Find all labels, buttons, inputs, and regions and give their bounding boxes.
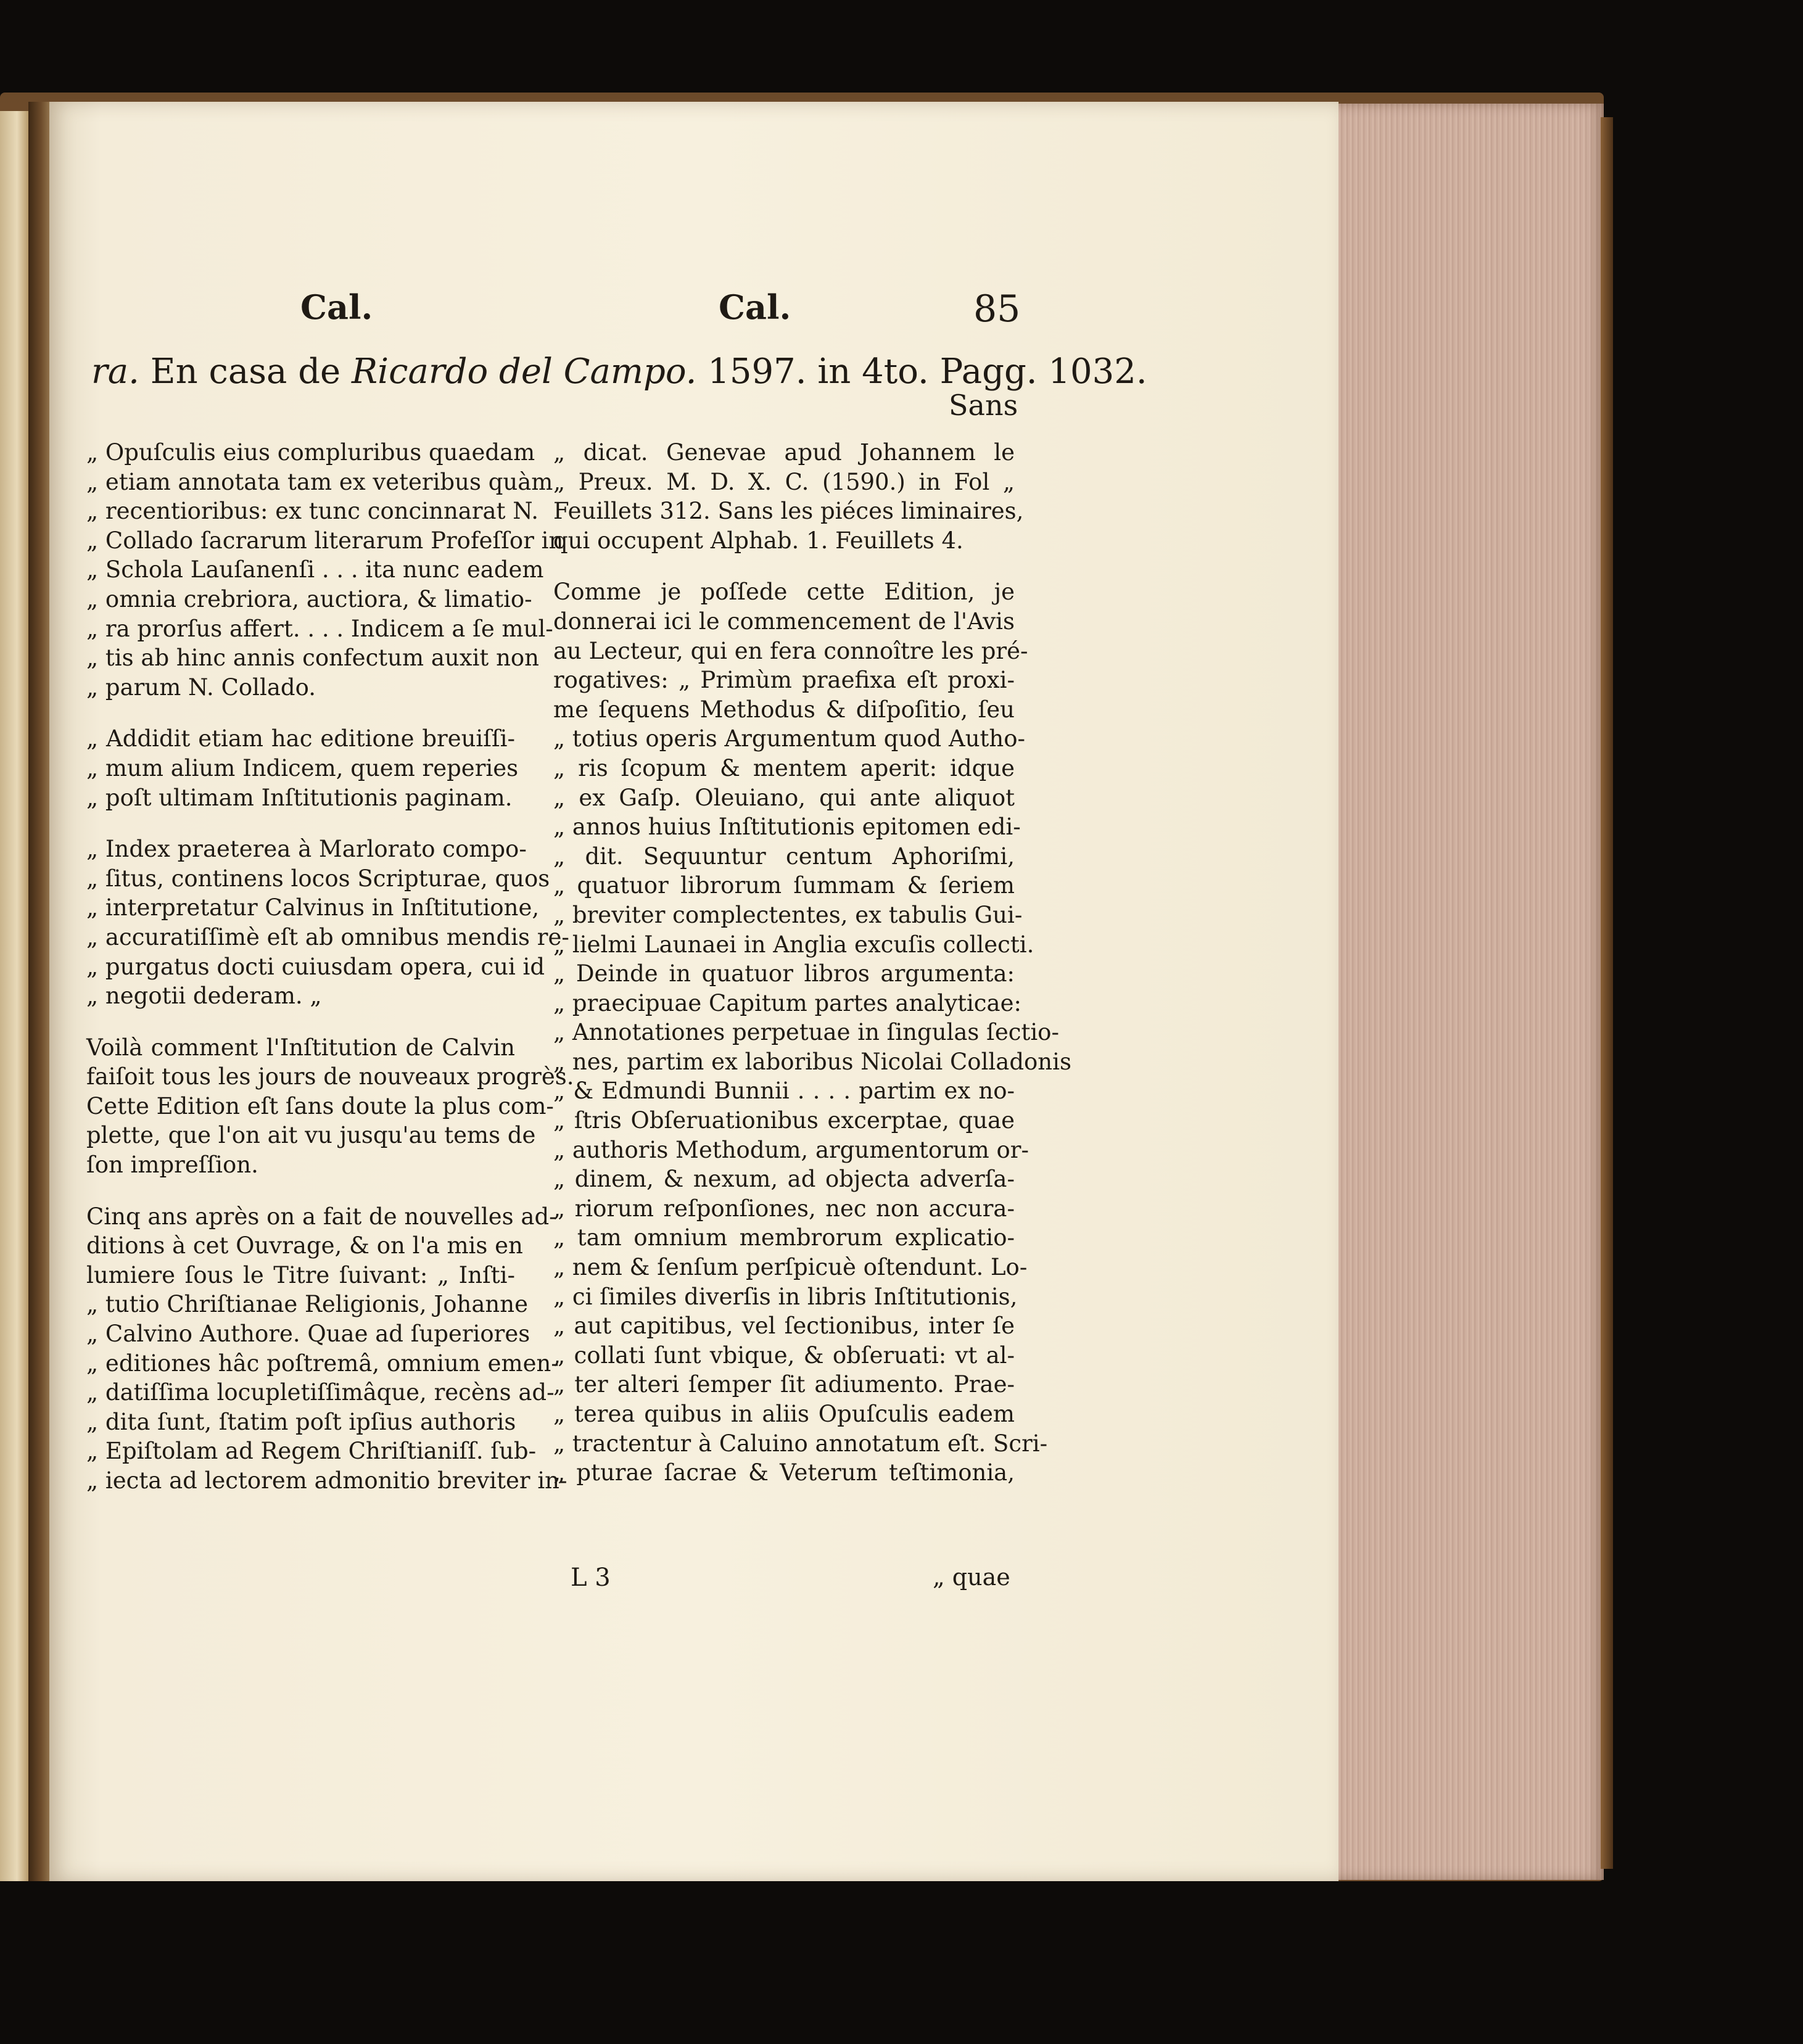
board-edge <box>1601 117 1613 1869</box>
text-line: „ breviter complectentes, ex tabulis Gui- <box>553 901 1023 928</box>
text-line: „ ris ſcopum & mentem aperit: idque <box>553 754 1015 781</box>
text-line: „ dit. Sequuntur centum Aphoriſmi, <box>553 843 1015 870</box>
text-line: au Lecteur, qui en fera connoître les pré- <box>553 637 1028 664</box>
text-line: „ nes, partim ex laboribus Nicolai Colladonis <box>553 1048 1071 1075</box>
text-line: „ lielmi Launaei in Anglia excuſis collecti. <box>553 931 1034 958</box>
facing-page-edge <box>0 111 28 1881</box>
text-line: me ſequens Methodus & diſpoſitio, ſeu <box>553 696 1015 723</box>
text-line: „ Index praeterea à Marlorato compo- <box>86 836 527 863</box>
paragraph-gap <box>86 702 515 724</box>
text-line: rogatives: „ Primùm praefixa eſt proxi- <box>553 667 1015 694</box>
sans-word: Sans <box>949 389 1018 422</box>
text-line: „ recentioribus: ex tunc concinnarat N. <box>86 498 538 525</box>
text-line: „ ex Gaſp. Oleuiano, qui ante aliquot <box>553 784 1015 811</box>
text-line: Voilà comment l'Inſtitution de Calvin <box>86 1034 515 1061</box>
text-line: Feuillets 312. Sans les piéces liminaires, <box>553 498 1024 525</box>
running-head-left: Cal. <box>300 287 373 327</box>
text-line: plette, que l'on ait vu jusqu'au tems de <box>86 1122 536 1149</box>
text-line: „ negotii dederam. „ <box>86 983 322 1010</box>
paragraph-gap <box>86 1011 515 1033</box>
text-line: „ iecta ad lectorem admonitio breviter in- <box>86 1467 567 1494</box>
text-line: „ omnia crebriora, auctiora, & limatio- <box>86 585 532 612</box>
text-line: „ ſtris Obſeruationibus excerptae, quae <box>553 1107 1015 1134</box>
text-line: „ ſitus, continens locos Scripturae, quos <box>86 865 550 892</box>
text-line: „ Collado ſacrarum literarum Profeſſor in <box>86 527 564 554</box>
text-line: „ authoris Methodum, argumentorum or- <box>553 1136 1029 1163</box>
text-line: „ pturae ſacrae & Veterum teſtimonia, <box>553 1459 1015 1486</box>
entry-line <box>91 352 1147 392</box>
paragraph-gap <box>86 1180 515 1202</box>
text-line: „ terea quibus in aliis Opuſculis eadem <box>553 1401 1015 1427</box>
text-line: „ dinem, & nexum, ad objecta adverſa- <box>553 1166 1015 1193</box>
text-line: ſon impreſſion. <box>86 1152 258 1179</box>
text-line: „ totius operis Argumentum quod Autho- <box>553 725 1026 752</box>
text-line: „ mum alium Indicem, quem reperies <box>86 754 519 781</box>
text-line: „ parum N. Collado. <box>86 674 316 701</box>
text-line: „ Schola Lauſanenſi . . . ita nunc eadem <box>86 556 544 583</box>
entry-printer-name: Ricardo del Campo. <box>352 352 697 392</box>
text-line: „ ra prorſus affert. . . . Indicem a ſe mul- <box>86 615 553 642</box>
text-line: „ ter alteri ſemper ſit adiumento. Prae- <box>553 1371 1015 1398</box>
text-line: „ praecipuae Capitum partes analyticae: <box>553 989 1021 1016</box>
text-line: „ Addidit etiam hac editione breuiſſi- <box>86 725 515 752</box>
text-line: „ tutio Chriſtianae Religionis, Johanne <box>86 1291 528 1318</box>
text-line: faiſoit tous les jours de nouveaux progrès. <box>86 1063 574 1090</box>
text-line: „ purgatus docti cuiusdam opera, cui id <box>86 953 545 980</box>
text-line: „ aut capitibus, vel ſectionibus, inter ſe <box>553 1313 1015 1340</box>
text-line: „ Preux. M. D. X. C. (1590.) in Fol „ <box>553 468 1015 495</box>
text-line: „ accuratiſſimè eſt ab omnibus mendis re- <box>86 923 569 950</box>
text-line: „ riorum reſponſiones, nec non accura- <box>553 1195 1015 1222</box>
text-line: „ Calvino Authore. Quae ad ſuperiores <box>86 1321 530 1348</box>
text-line: ditions à cet Ouvrage, & on l'a mis en <box>86 1232 523 1259</box>
text-line: „ Opuſculis eius compluribus quaedam <box>86 439 535 466</box>
text-line: „ nem & ſenſum perſpicuè oſtendunt. Lo- <box>553 1254 1028 1281</box>
text-line: „ datiſſima locupletiſſimâque, recèns ad- <box>86 1379 555 1406</box>
text-line: „ editiones hâc poſtremâ, omnium emen- <box>86 1350 559 1377</box>
text-line: lumiere ſous le Titre ſuivant: „ Inſti- <box>86 1261 515 1288</box>
paragraph-gap <box>86 812 515 834</box>
signature-mark: L 3 <box>571 1564 611 1592</box>
text-line: „ etiam annotata tam ex veteribus quàm <box>86 468 553 495</box>
text-line: „ Epiſtolam ad Regem Chriſtianiſſ. ſub- <box>86 1438 537 1465</box>
text-line: Comme je poſſede cette Edition, je <box>553 579 1015 606</box>
text-line: Cinq ans après on a fait de nouvelles ad- <box>86 1203 557 1230</box>
catchword: „ quae <box>933 1564 1010 1591</box>
text-line: „ tractentur à Caluino annotatum eſt. Scri- <box>553 1430 1048 1457</box>
right-column <box>553 438 1071 1488</box>
text-line: „ annos huius Inſtitutionis epitomen edi- <box>553 814 1021 841</box>
text-line: „ tis ab hinc annis confectum auxit non <box>86 645 540 672</box>
text-line: „ tam omnium membrorum explicatio- <box>553 1224 1015 1251</box>
text-line: Cette Edition eſt ſans doute la plus com- <box>86 1092 554 1119</box>
page-block-edges <box>1332 104 1604 1880</box>
text-line: „ interpretatur Calvinus in Inſtitutione, <box>86 894 540 921</box>
left-column <box>86 438 574 1496</box>
page-number: 85 <box>973 287 1021 331</box>
text-line: „ poſt ultimam Inſtitutionis paginam. <box>86 784 513 811</box>
running-head-center: Cal. <box>719 287 791 327</box>
text-line: „ & Edmundi Bunnii . . . . partim ex no- <box>553 1078 1015 1105</box>
text-line: „ collati ſunt vbique, & obſeruati: vt al- <box>553 1341 1015 1369</box>
entry-prefix: ra. <box>91 352 139 392</box>
text-line: „ Annotationes perpetuae in ſingulas ſectio- <box>553 1019 1059 1046</box>
text-line: „ ci ſimiles diverſis in libris Inſtitutionis, <box>553 1283 1018 1310</box>
entry-text-b: 1597. in 4to. Pagg. 1032. <box>708 352 1147 392</box>
text-line: „ dicat. Genevae apud Johannem le <box>553 439 1015 466</box>
paragraph-gap <box>553 555 1015 577</box>
text-line: qui occupent Alphab. 1. Feuillets 4. <box>553 527 963 554</box>
text-line: „ Deinde in quatuor libros argumenta: <box>553 960 1015 987</box>
text-line: donnerai ici le commencement de l'Avis <box>553 608 1015 635</box>
entry-text-a: En casa de <box>150 352 341 392</box>
text-line: „ quatuor librorum ſummam & ſeriem <box>553 872 1015 899</box>
text-line: „ dita ſunt, ſtatim poſt ipſius authoris <box>86 1408 516 1435</box>
